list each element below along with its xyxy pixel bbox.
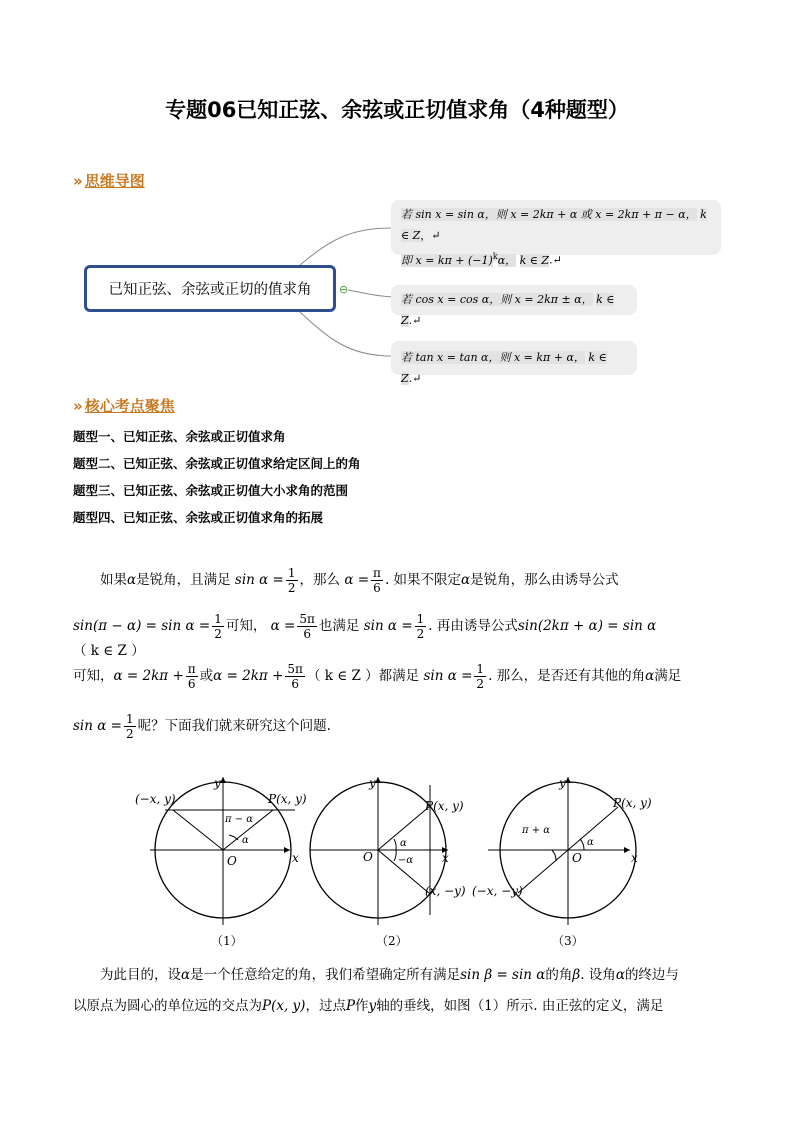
svg-text:P(x, y): P(x, y) (613, 796, 652, 810)
fraction: $\frac{\pi}{6}$ (187, 662, 196, 691)
svg-text:(x, −y): (x, −y) (425, 884, 466, 898)
svg-text:y: y (559, 776, 566, 790)
branch-tangent-end: .↵ (408, 372, 422, 385)
body-line-3: 可知，α = 2kπ + $\frac{\pi}{6}$ 或α = 2kπ + $\frac{5\pi}{6}$ （ k ∈ Z ）都满足 sin α = $\frac{1}{2}$ . 那么，是否还有其他的角α满足 (73, 662, 682, 691)
branch-cosine-end: .↵ (408, 314, 422, 327)
svg-text:(−x, −y): (−x, −y) (472, 884, 523, 898)
figure-1-caption: （1） (211, 934, 243, 948)
fraction: $\frac{5\pi}{6}$ (299, 612, 315, 641)
branch-sine-alpha: α， (497, 253, 517, 267)
body-line-1: 如果α是锐角，且满足 sin α = $\frac{1}{2}$ ，那么 α = $\frac{\pi}{6}$ . 如果不限定α是锐角，那么由诱导公式 (100, 566, 619, 595)
page-title: 专题06已知正弦、余弦或正切值求角（4种题型） (165, 98, 629, 122)
svg-text:x: x (292, 851, 299, 865)
svg-text:α: α (587, 837, 594, 848)
body-line-2: sin(π − α) = sin α = $\frac{1}{2}$ 可知， α = $\frac{5\pi}{6}$ 也满足 sin α = $\frac{1}{2}$ . 再由诱导公式sin(2kπ + α) = sin α（ k ∈ Z ） (73, 612, 657, 659)
svg-text:x: x (631, 851, 638, 865)
fraction: $\frac{1}{2}$ (214, 612, 222, 641)
branch-sine-end-1: ，↵ (420, 229, 441, 242)
svg-text:π + α: π + α (522, 825, 551, 836)
topic-2: 题型二、已知正弦、余弦或正切值求给定区间上的角 (73, 456, 361, 471)
svg-text:(−x, y): (−x, y) (135, 792, 176, 806)
mindmap-root-node[interactable]: 已知正弦、余弦或正切的值求角 (84, 265, 336, 312)
branch-sine-k: k ∈ Z (401, 208, 707, 242)
svg-text:y: y (214, 776, 221, 790)
body-line-5: 为此目的，设α是一个任意给定的角，我们希望确定所有满足sin β = sin α的角β. 设角α的终边与 (100, 967, 679, 983)
svg-text:y: y (369, 776, 376, 790)
double-chevron-right-icon: » (73, 397, 78, 415)
core-heading (73, 395, 175, 416)
svg-text:O: O (227, 854, 237, 868)
mindmap-branch-cosine[interactable] (391, 285, 637, 327)
body-line-4: sin α = $\frac{1}{2}$ 呢？下面我们就来研究这个问题. (73, 712, 331, 741)
topic-4: 题型四、已知正弦、余弦或正切值求角的拓展 (73, 510, 324, 525)
branch-tangent-k: k ∈ Z (401, 351, 607, 385)
double-chevron-right-icon: » (73, 172, 78, 190)
figure-1 (135, 776, 307, 948)
topic-3: 题型三、已知正弦、余弦或正切值大小求角的范围 (73, 483, 349, 498)
branch-sine-sup: k (492, 252, 498, 261)
branch-sine-end-2: .↵ (549, 253, 562, 267)
unit-circle-figures (120, 765, 680, 965)
body-line-6: 以原点为圆心的单位远的交点为P(x, y)，过点P作y轴的垂线，如图（1）所示. 由正弦的定义，满足 (73, 998, 664, 1014)
svg-text:α: α (242, 835, 249, 846)
svg-text:P(x, y): P(x, y) (268, 792, 307, 806)
mindmap-branch-tangent[interactable] (391, 341, 637, 385)
topic-1: 题型一、已知正弦、余弦或正切值求角 (73, 429, 286, 444)
branch-sine-text-2: 即 x = kπ + (−1) (401, 253, 493, 267)
svg-text:α: α (400, 838, 407, 849)
svg-text:P(x, y): P(x, y) (425, 799, 464, 813)
figure-3 (472, 776, 652, 948)
fraction: $\frac{\pi}{6}$ (373, 566, 381, 595)
branch-tangent-text: 若 tan x = tan α，则 x = kπ + α， (401, 351, 585, 364)
fraction: $\frac{1}{2}$ (125, 712, 134, 741)
svg-text:O: O (363, 850, 373, 864)
branch-cosine-k: k ∈ Z (401, 293, 615, 327)
mindmap-heading-label: 思维导图 (84, 172, 145, 190)
fraction: $\frac{1}{2}$ (287, 566, 296, 595)
core-heading-label: 核心考点聚焦 (84, 397, 175, 415)
svg-text:O: O (572, 851, 582, 865)
fraction: $\frac{1}{2}$ (416, 612, 425, 641)
fraction: $\frac{5\pi}{6}$ (287, 662, 303, 691)
svg-text:x: x (442, 851, 449, 865)
figure-3-caption: （3） (552, 934, 584, 948)
branch-sine-text-1: 若 sin x = sin α，则 x = 2kπ + α 或 x = 2kπ + π − α， (401, 208, 697, 221)
fraction: $\frac{1}{2}$ (476, 662, 485, 691)
svg-text:−α: −α (398, 855, 414, 866)
branch-sine-k2: k ∈ Z (519, 253, 550, 267)
svg-text:π − α: π − α (225, 814, 254, 825)
branch-cosine-text: 若 cos x = cos α，则 x = 2kπ ± α， (401, 293, 593, 306)
collapse-icon[interactable]: ⊖ (339, 283, 349, 296)
figure-2-caption: （2） (376, 934, 408, 948)
figure-2 (310, 776, 466, 948)
